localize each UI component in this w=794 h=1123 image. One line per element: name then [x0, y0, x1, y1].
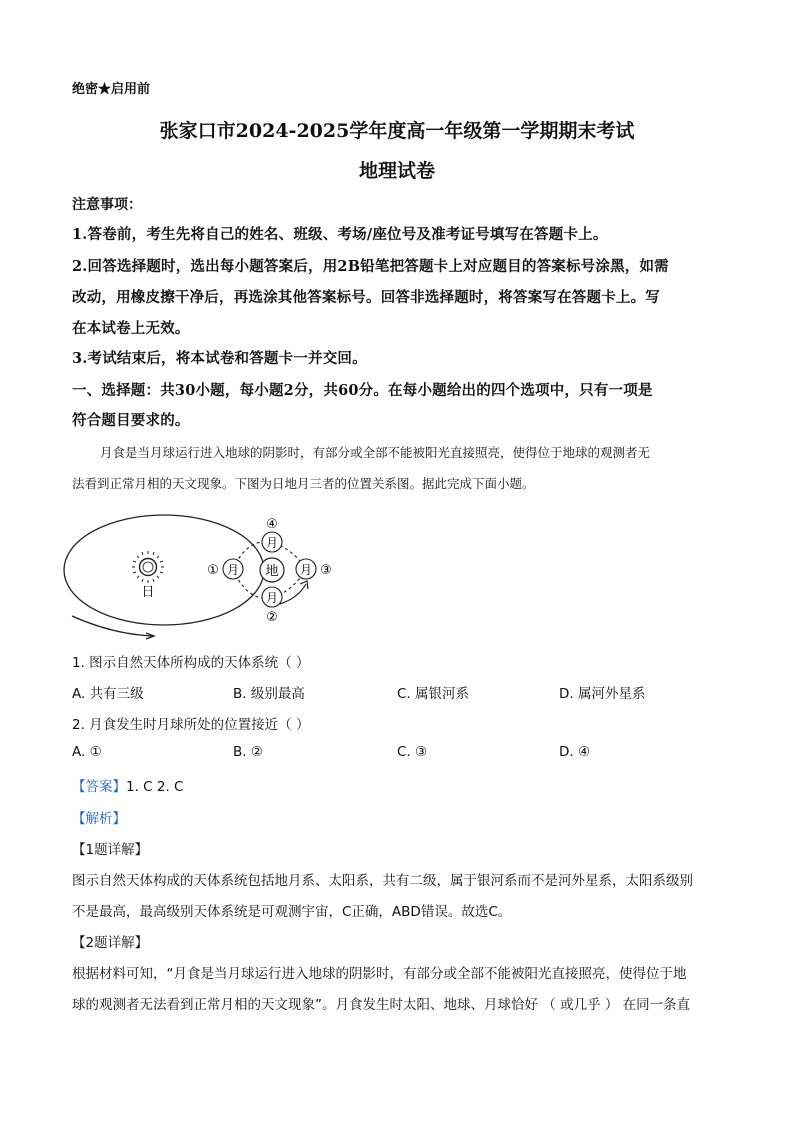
- section-heading-line-1: 一、选择题：共30小题，每小题2分，共60分。在每小题给出的四个选项中，只有一项是: [72, 382, 653, 399]
- moon-label-4: 月: [265, 536, 279, 550]
- confidential-label: 绝密★启用前: [72, 82, 151, 97]
- exam-title: 张家口市2024-2025学年度高一年级第一学期期末考试: [159, 120, 635, 142]
- position-1-marker: ①: [207, 563, 219, 578]
- analysis-q2-tag: 【2题详解】: [72, 935, 149, 951]
- passage-line-2: 法看到正常月相的天文现象。下图为日地月三者的位置关系图。据此完成下面小题。: [72, 476, 535, 491]
- question-2-option-d: D. ④: [559, 744, 591, 760]
- notes-heading: 注意事项：: [72, 197, 142, 213]
- moon-direction-arrow: [280, 584, 306, 604]
- question-1-option-d: D. 属河外星系: [559, 686, 646, 702]
- question-2-option-a: A. ①: [72, 744, 102, 760]
- question-2-option-c: C. ③: [397, 744, 428, 760]
- sun-earth-moon-diagram: [62, 512, 362, 642]
- sun-icon: [132, 551, 164, 583]
- moon-label-1: 月: [226, 563, 240, 577]
- position-2-marker: ②: [266, 610, 278, 625]
- notes-line-2a: 2.回答选择题时，选出每小题答案后，用2B铅笔把答题卡上对应题目的答案标号涂黑，如需: [72, 258, 669, 275]
- question-2-option-b: B. ②: [233, 744, 263, 760]
- analysis-q1-tag: 【1题详解】: [72, 842, 149, 858]
- orbit-direction-arrow: [72, 616, 152, 636]
- sun-label: 日: [141, 585, 155, 600]
- analysis-q2-line-2: 球的观测者无法看到正常月相的天文现象”。月食发生时太阳、地球、月球恰好 （ 或几乎 ） 在同一条直: [72, 997, 691, 1013]
- question-1-option-c: C. 属银河系: [397, 686, 470, 702]
- moon-label-3: 月: [299, 563, 313, 577]
- question-1-option-b: B. 级别最高: [233, 686, 305, 702]
- analysis-q1-line-2: 不是最高，最高级别天体系统是可观测宇宙，C正确，ABD错误。故选C。: [72, 904, 512, 920]
- passage-line-1: 月食是当月球运行进入地球的阴影时，有部分或全部不能被阳光直接照亮，使得位于地球的观测者无: [100, 445, 651, 460]
- analysis-q1-line-1: 图示自然天体构成的天体系统包括地月系、太阳系，共有二级，属于银河系而不是河外星系，太阳系级别: [72, 873, 693, 889]
- notes-line-2b: 改动，用橡皮擦干净后，再选涂其他答案标号。回答非选择题时，将答案写在答题卡上。写: [72, 289, 660, 306]
- answer-tag: 【答案】: [72, 779, 126, 795]
- notes-line-1: 1.答卷前，考生先将自己的姓名、班级、考场/座位号及准考证号填写在答题卡上。: [72, 226, 608, 243]
- section-heading-line-2: 符合题目要求的。: [72, 412, 190, 429]
- analysis-tag: 【解析】: [72, 811, 126, 827]
- answer-row: [72, 775, 184, 795]
- notes-line-2c: 在本试卷上无效。: [72, 320, 190, 337]
- exam-subtitle: 地理试卷: [358, 160, 435, 182]
- position-3-marker: ③: [320, 563, 332, 578]
- notes-line-3: 3.考试结束后，将本试卷和答题卡一并交回。: [72, 350, 367, 367]
- earth-label: 地: [265, 564, 279, 579]
- question-1-option-a: A. 共有三级: [72, 686, 144, 702]
- answer-text: 1. C 2. C: [126, 779, 184, 795]
- moon-label-2: 月: [265, 591, 279, 605]
- analysis-q2-line-1: 根据材料可知，“月食是当月球运行进入地球的阴影时，有部分或全部不能被阳光直接照亮，使得位于地: [72, 966, 687, 982]
- question-1-stem: 1. 图示自然天体所构成的天体系统（ ）: [72, 655, 310, 671]
- question-2-stem: 2. 月食发生时月球所处的位置接近（ ）: [72, 717, 310, 733]
- position-4-marker: ④: [266, 517, 278, 532]
